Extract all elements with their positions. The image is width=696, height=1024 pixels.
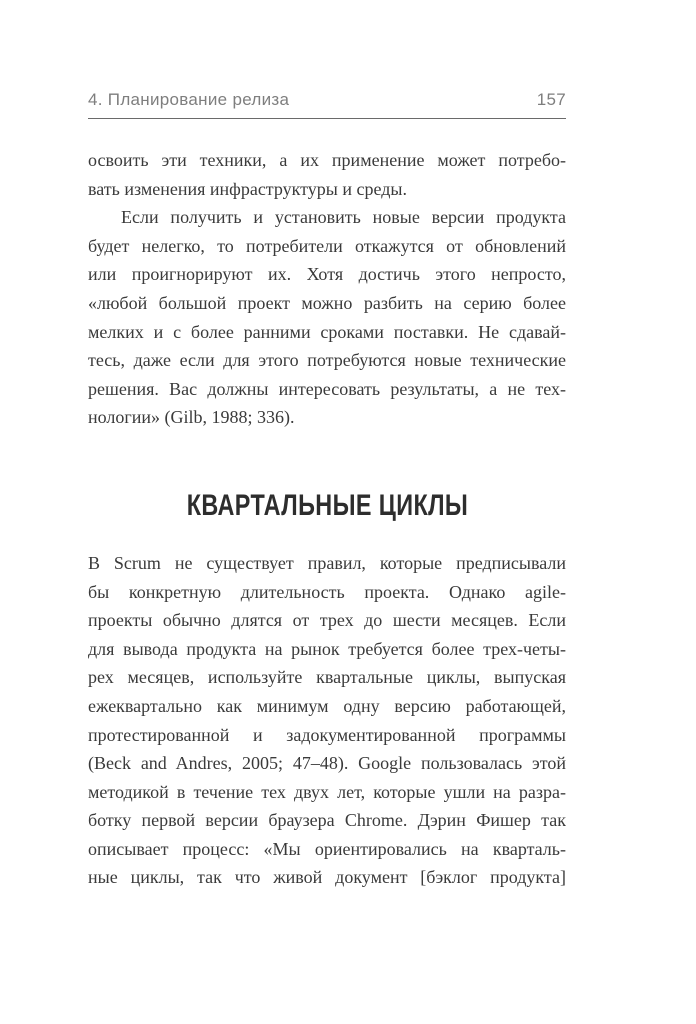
paragraph-updates: [88, 203, 566, 432]
text-line: бы конкретную длительность проекта. Однако agile-: [88, 581, 566, 602]
text-line: проекты обычно длятся от трех до шести месяцев. Если: [88, 610, 566, 631]
text-line: ные циклы, так что живой документ [бэклог продукта]: [88, 867, 566, 888]
text-line: вать изменения инфраструктуры и среды.: [88, 178, 408, 199]
header-rule-divider: [88, 118, 566, 119]
paragraph-continuation: [88, 146, 566, 203]
text-line: протестированной и задокументированной программы: [88, 724, 566, 745]
text-line: описывает процесс: «Мы ориентировались на кварталь-: [88, 838, 566, 859]
text-line: или проигнорируют их. Хотя достичь этого непросто,: [88, 264, 566, 285]
page-number: 157: [536, 90, 566, 109]
text-line: «любой большой проект можно разбить на серию более: [88, 292, 566, 313]
text-line: тесь, даже если для этого потребуются новые технические: [88, 350, 566, 371]
text-line: ежеквартально как минимум одну версию работающей,: [88, 695, 566, 716]
running-header: [88, 90, 566, 110]
text-line: рех месяцев, используйте квартальные циклы, выпуская: [88, 667, 566, 688]
text-line: мелких и с более ранними сроками поставки. Не сдавай-: [88, 321, 566, 342]
page-body: [88, 146, 566, 892]
paragraph-quarterly-cycles: [88, 549, 566, 892]
section-heading-text: КВАРТАЛЬНЫЕ ЦИКЛЫ: [186, 488, 468, 522]
text-line: Если получить и установить новые версии продукта: [121, 207, 566, 228]
text-line: решения. Вас должны интересовать результаты, а не тех-: [88, 378, 566, 399]
text-line: нологии» (Gilb, 1988; 336).: [88, 407, 295, 428]
running-header-chapter-title: 4. Планирование релиза: [88, 90, 290, 109]
text-line: для вывода продукта на рынок требуется более трех-четы-: [88, 638, 566, 659]
text-line: освоить эти техники, а их применение может потребо-: [88, 150, 566, 170]
text-line: методикой в течение тех двух лет, которые ушли на разра-: [88, 781, 566, 802]
text-line: ботку первой версии браузера Chrome. Дэрин Фишер так: [88, 810, 566, 831]
section-heading: [88, 488, 566, 524]
text-line: (Beck and Andres, 2005; 47–48). Google пользовалась этой: [88, 753, 566, 774]
text-line: будет нелегко, то потребители откажутся от обновлений: [88, 235, 566, 256]
text-line: В Scrum не существует правил, которые предписывали: [88, 552, 566, 573]
